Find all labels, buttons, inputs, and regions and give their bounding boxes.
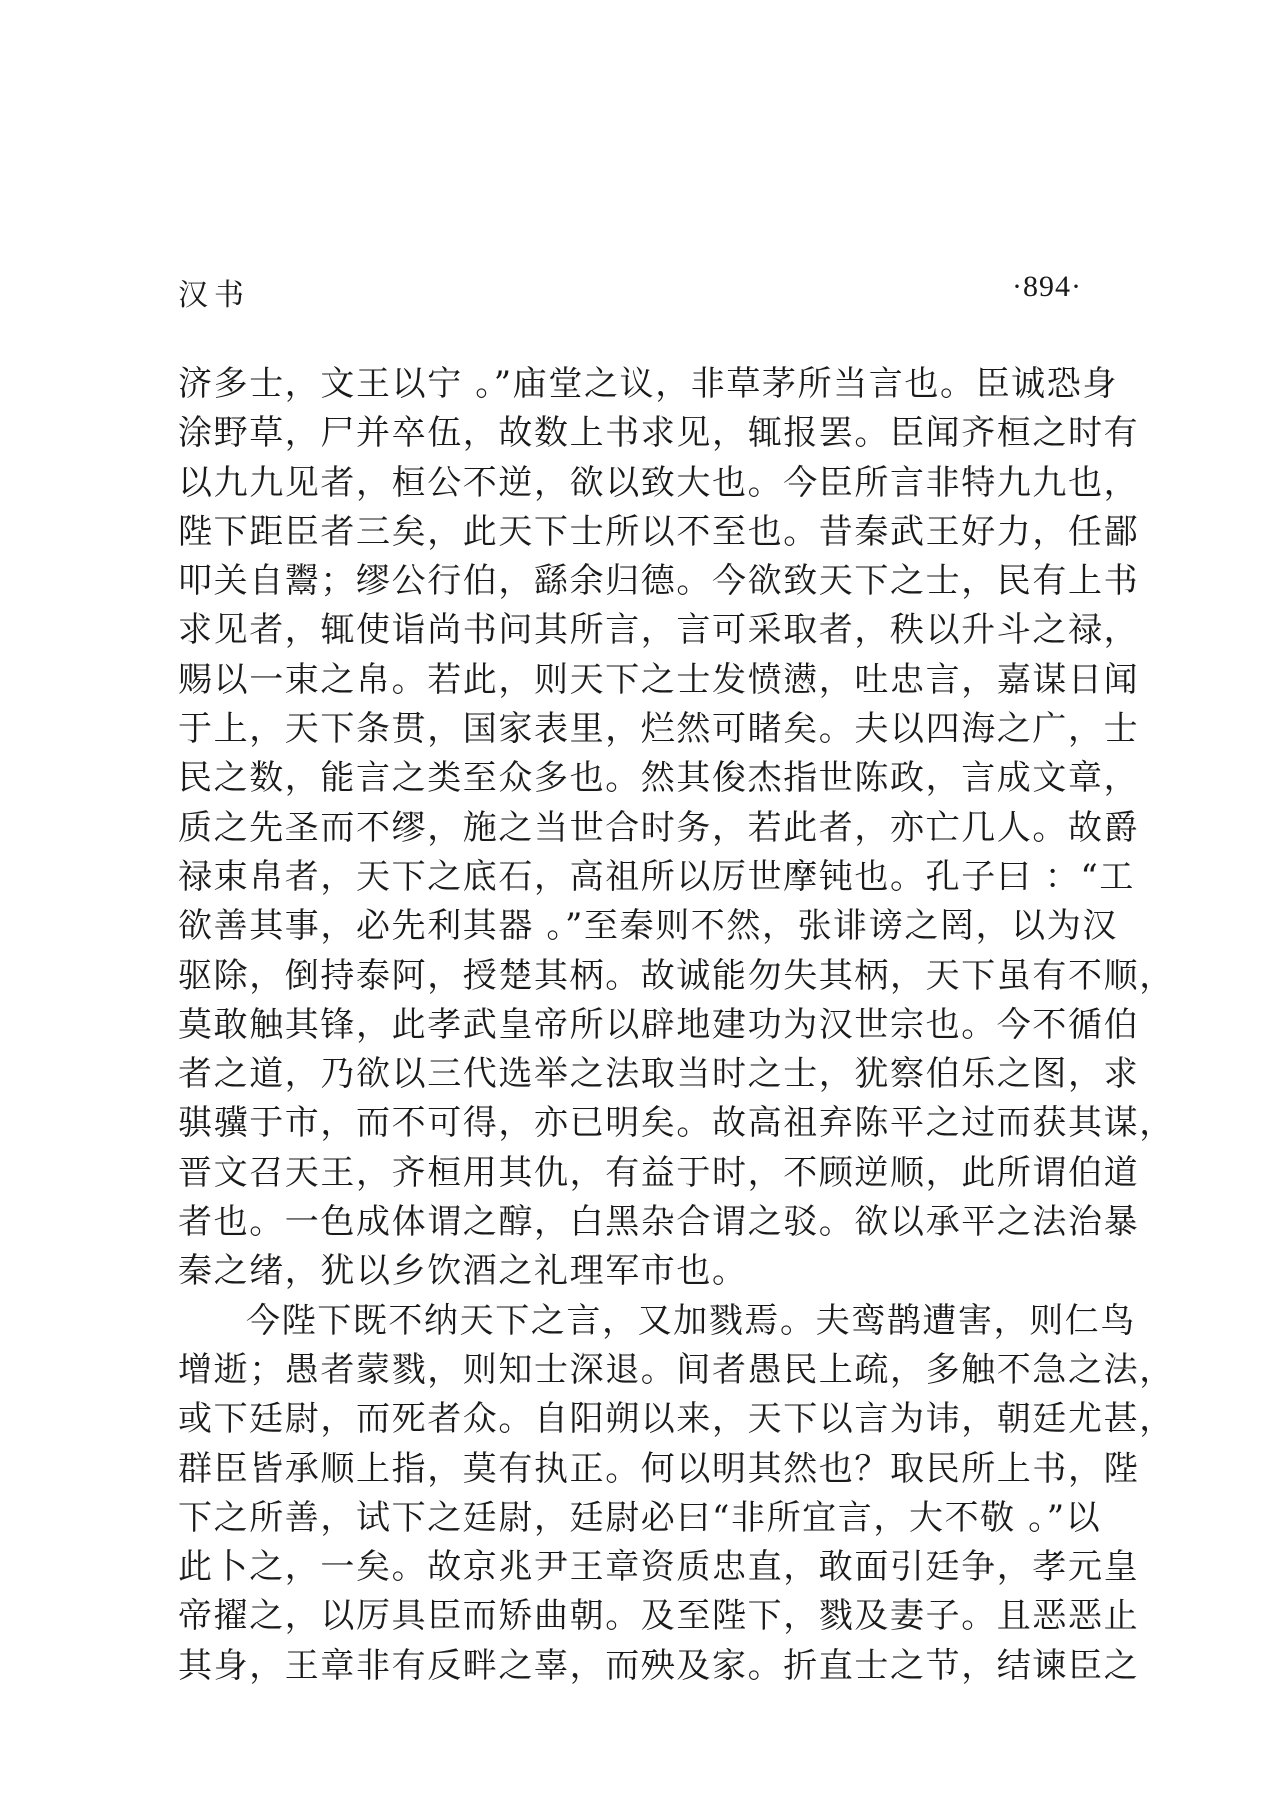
text-line: 质之先圣而不缪，施之当世合时务，若此者，亦亡几人。故爵 [178,807,1140,848]
text-line: 于上，天下条贯，国家表里，烂然可睹矣。夫以四海之广，士 [178,709,1140,750]
text-line: 或下廷尉，而死者众。自阳朔以来，天下以言为讳，朝廷尤甚， [178,1399,1175,1440]
text-line: 帝擢之，以厉具臣而矫曲朝。及至陛下，戮及妻子。且恶恶止 [178,1596,1140,1637]
paragraph-first-line: 今陛下既不纳天下之言，又加戮焉。夫鸾鹊遭害，则仁鸟 [246,1300,1136,1341]
text-line: 赐以一束之帛。若此，则天下之士发愤懑，吐忠言，嘉谋日闻 [178,659,1140,700]
text-line: 秦之绪，犹以乡饮酒之礼理军市也。 [178,1251,748,1292]
text-line: 叩关自鬻；缪公行伯，繇余归德。今欲致天下之士，民有上书 [178,561,1140,602]
text-line: 增逝；愚者蒙戮，则知士深退。间者愚民上疏，多触不急之法， [178,1349,1175,1390]
text-line: 者之道，乃欲以三代选举之法取当时之士，犹察伯乐之图，求 [178,1054,1140,1095]
text-line: 欲善其事，必先利其器 。”至秦则不然，张诽谤之罔，以为汉 [178,906,1118,947]
text-line: 群臣皆承顺上指，莫有执正。何以明其然也？取民所上书，陛 [178,1448,1140,1489]
text-line: 此卜之，一矣。故京兆尹王章资质忠直，敢面引廷争，孝元皇 [178,1547,1140,1588]
text-line: 驱除，倒持泰阿，授楚其柄。故诚能勿失其柄，天下虽有不顺， [178,955,1175,996]
text-line: 以九九见者，桓公不逆，欲以致大也。今臣所言非特九九也， [178,462,1140,503]
body-text [178,360,1175,1691]
text-line: 涂野草，尸并卒伍，故数上书求见，辄报罢。臣闻齐桓之时有 [178,413,1140,454]
text-line: 骐骥于市，而不可得，亦已明矣。故高祖弃陈平之过而获其谋， [178,1103,1175,1144]
text-line: 下之所善，试下之廷尉，廷尉必曰“非所宜言，大不敬 。”以 [178,1497,1102,1538]
text-line: 陛下距臣者三矣，此天下士所以不至也。昔秦武王好力，任鄙 [178,511,1140,552]
running-header-title: 汉书 [178,278,250,313]
text-line: 莫敢触其锋，此孝武皇帝所以辟地建功为汉世宗也。今不循伯 [178,1004,1140,1045]
text-line: 求见者，辄使诣尚书问其所言，言可采取者，秩以升斗之禄， [178,610,1140,651]
text-line: 禄束帛者，天下之底石，高祖所以厉世摩钝也。孔子曰 ：“工 [178,856,1135,897]
text-line: 济多士，文王以宁 。”庙堂之议，非草茅所当言也。臣诚恐身 [178,364,1118,404]
page-number: ·894· [1012,270,1082,303]
text-line: 晋文召天王，齐桓用其仇，有益于时，不顾逆顺，此所谓伯道 [178,1152,1140,1193]
text-line: 其身，王章非有反畔之辜，而殃及家。折直士之节，结谏臣之 [178,1645,1140,1686]
text-line: 者也。一色成体谓之醇，白黑杂合谓之驳。欲以承平之法治暴 [178,1202,1140,1243]
text-line: 民之数，能言之类至众多也。然其俊杰指世陈政，言成文章， [178,758,1140,799]
